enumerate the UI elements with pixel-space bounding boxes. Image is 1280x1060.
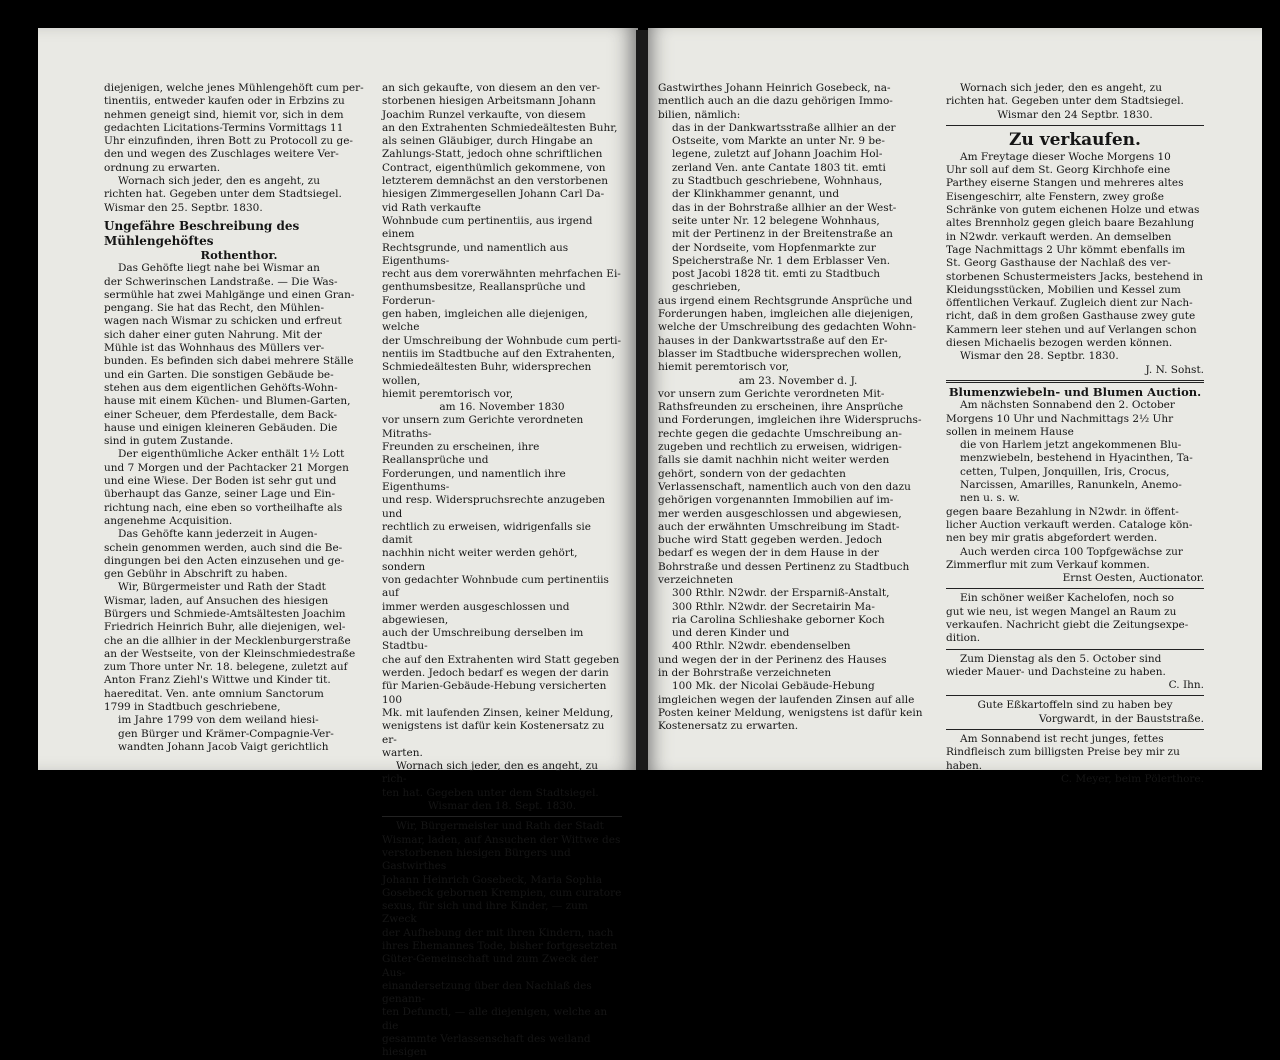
text-line: die von Harlem jetzt angekommenen Blu- [960,439,1182,452]
text-line: an den Extrahenten Schmiedeältesten Buhr, [382,121,618,134]
text-line: wieder Mauer- und Dachsteine zu haben. [946,665,1166,678]
text-line: Zahlungs-Statt, jedoch ohne schriftlichen [382,148,603,161]
text-line: angenehme Acquisition. [104,514,233,527]
text-line: rechte gegen die gedachte Umschreibung an- [658,427,902,440]
text-line: aus irgend einem Rechtsgrunde Ansprüche und [658,294,913,307]
text-line: vor unsern zum Gerichte verordneten Mitraths- [382,414,584,440]
text-line: che auf den Extrahenten wird Statt gegeben [382,653,620,666]
text-line: Eisengeschirr, alte Fenstern, zwey große [946,190,1164,203]
text-line: ihres Ehemannes Tode, bisher fortgesetzten [382,940,618,952]
text-line: Kammern leer stehen und auf Verlangen schon [946,323,1197,336]
text-line: C. Meyer, beim Pölerthore. [1060,772,1204,785]
text-line: Der eigenthümliche Acker enthält 1½ Lott [118,448,345,461]
text-line: Am Freytage dieser Woche Morgens 10 [960,150,1171,163]
text-line: öffentlichen Verkauf. Zugleich dient zur Nach- [946,297,1193,310]
text-line: gen haben, imgleichen alle diejenigen, welche [382,308,588,334]
text-line: diejenigen, welche jenes Mühlengehöft cum per- [104,82,364,94]
text-line: pengang. Sie hat das Recht, den Mühlen- [104,302,325,315]
text-line: sexus, für sich und ihre Kinder, — zum Zweck [382,900,588,926]
right-page [648,28,1262,785]
text-line: Das Gehöfte liegt nahe bei Wismar an [118,262,320,275]
text-line: Speicherstraße Nr. 1 dem Erblasser Ven. [672,254,891,267]
text-line: einandersetzung über den Nachlaß des genann- [382,979,592,1006]
text-line: St. Georg Gasthause der Nachlaß des ver- [946,257,1171,270]
text-line: Ostseite, vom Markte an unter Nr. 9 be- [672,135,885,148]
text-line: legene, zuletzt auf Johann Joachim Hol- [672,148,883,161]
text-line: am 16. November 1830 [439,401,565,414]
text-line: Wismar den 24 Septbr. 1830. [997,108,1153,121]
text-line: Schränke von gutem eichenen Holze und etwas [946,204,1200,217]
text-line: buche wird Statt gegeben werden. Jedoch [658,534,883,547]
text-line: cetten, Tulpen, Jonquillen, Iris, Crocus, [960,465,1170,478]
text-line: welche der Umschreibung des gedachten Wohn- [658,321,917,334]
text-line: das in der Dankwartsstraße allhier an der [672,121,896,134]
text-line: dition. [946,632,981,645]
text-line: post Jacobi 1828 tit. emti zu Stadtbuch [672,268,881,281]
text-line: 1799 in Stadtbuch geschriebene, [104,701,281,714]
text-line: bunden. Es befinden sich dabei mehrere Ställe [104,355,354,368]
text-line: vid Rath verkaufte [382,201,481,214]
text-line: und Forderungen, imgleichen ihre Widerspruchs- [658,414,922,427]
text-line: nen bey mir gratis abgefordert werden. [946,532,1158,545]
text-line: als seinen Gläubiger, durch Hingabe an [382,135,593,148]
text-line: Forderungen, und namentlich ihre Eigenthums- [382,467,566,493]
text-line: Contract, eigenthümlich gekommene, von [382,161,606,174]
text-line: blasser im Stadtbuche widersprechen wollen, [658,347,902,360]
text-line: mit der Pertinenz in der Breitenstraße an [672,228,893,241]
text-line: licher Auction verkauft werden. Cataloge kön- [946,518,1193,531]
text-line: gegen baare Bezahlung in N2wdr. in öffent- [946,505,1179,518]
text-line: Wornach sich jeder, den es angeht, zu rich- [382,760,598,786]
text-line: der Umschreibung der Wohnbude cum perti- [382,334,622,347]
text-line: Bohrstraße und dessen Pertinenz zu Stadtbuch [658,560,910,573]
text-line: gehörigen vorgenannten Immobilien auf im- [658,494,894,507]
text-line: sermühle hat zwei Mahlgänge und einen Gran- [104,288,355,301]
text-line: Forderungen haben, imgleichen alle diejenigen, [658,308,914,321]
separator-rule [946,729,1204,730]
text-line: und 7 Morgen und der Pachtacker 21 Morgen [104,461,349,474]
text-line: 100 Mk. der Nicolai Gebäude-Hebung [672,680,875,693]
text-line: zu Stadtbuch geschriebene, Wohnhaus, [672,175,883,188]
text-line: haereditat. Ven. ante omnium Sanctorum [104,687,324,700]
text-line: Mühle ist das Wohnhaus des Müllers ver- [104,342,325,355]
text-line: Morgens 10 Uhr und Nachmittags 2½ Uhr [946,412,1174,425]
text-line: wandten Johann Jacob Vaigt gerichtlich [118,740,329,753]
text-line: Gastwirthes Johann Heinrich Gosebeck, na- [658,82,891,94]
text-line: Posten keiner Meldung, wenigstens ist dafür kein [658,706,923,719]
text-line: menzwiebeln, bestehend in Hyacinthen, Ta- [960,452,1193,465]
text-line: überhaupt das Ganze, seiner Lage und Ein- [104,488,336,501]
text-line: der Klinkhammer genannt, und [672,188,840,201]
text-line: altes Brennholz gegen gleich baare Bezahlung [946,217,1195,230]
text-line: verstorbenen hiesigen Bürgers und Gastwirthes [382,846,571,873]
text-line: geschrieben, [672,281,741,294]
text-line: verzeichneten [658,573,734,586]
text-line: gesammte Verlassenschaft des weiland hiesigen [382,1033,591,1059]
text-line: sich daher einer guten Nahrung. Mit der [104,328,322,341]
text-line: schein genommen werden, auch sind die Be- [104,541,343,554]
text-line: Bürgers und Schmiede-Amtsältesten Joachim [104,607,346,620]
right-page-column-2 [946,82,1204,786]
text-line: Wismar den 28. Septbr. 1830. [960,350,1119,363]
text-line: Friedrich Heinrich Buhr, alle diejenigen, wel- [104,621,346,634]
text-line: Zum Dienstag als den 5. October sind [960,652,1162,665]
text-line: verkaufen. Nachricht giebt die Zeitungsexpe- [946,618,1189,631]
text-line: Uhr einzufinden, ihren Bott zu Protocoll zu ge- [104,135,353,148]
text-line: gen Bürger und Krämer-Compagnie-Ver- [118,727,334,740]
text-line: der Schwerinschen Landstraße. — Die Was- [104,275,338,288]
text-line: Wornach sich jeder, den es angeht, zu [960,82,1162,94]
text-line: seite unter Nr. 12 belegene Wohnhaus, [672,214,880,227]
text-line: warten. [382,746,423,759]
text-line: gut wie neu, ist wegen Mangel an Raum zu [946,605,1177,618]
text-line: Joachim Runzel verkaufte, von diesem [382,108,586,121]
text-line: mer werden ausgeschlossen und abgewiesen, [658,507,902,520]
text-line: bilien, nämlich: [658,108,741,121]
text-line: stehen aus dem eigentlichen Gehöfts-Wohn- [104,381,338,394]
text-line: zugeben und rechtlich zu erweisen, widrigen- [658,441,902,454]
text-line: Zu verkaufen. [1009,129,1141,150]
text-line: an sich gekaufte, von diesem an den ver- [382,82,601,94]
text-line: der Nordseite, vom Hopfenmarkte zur [672,241,876,254]
text-line: 300 Rthlr. N2wdr. der Secretairin Ma- [672,600,875,613]
text-line: den und wegen des Zuschlages weitere Ver- [104,148,339,161]
text-line: Wir, Bürgermeister und Rath der Stadt [118,581,326,594]
text-line: storbenen hiesigen Arbeitsmann Johann [382,95,596,108]
text-line: und ein Garten. Die sonstigen Gebäude be- [104,368,334,381]
text-line: an der Westseite, von der Kleinschmiedestraße [104,647,356,660]
text-line: hauses in der Dankwartsstraße auf den Er- [658,334,888,347]
text-line: Wismar, laden, auf Ansuchen der Wittwe des [382,833,621,846]
text-line: nen u. s. w. [960,492,1020,505]
left-page-column-2 [382,82,622,1060]
text-line: Rothenthor. [200,247,278,262]
text-line: Auch werden circa 100 Topfgewächse zur [960,545,1183,558]
text-line: ten hat. Gegeben unter dem Stadtsiegel. [382,786,599,799]
text-line: mentlich auch an die dazu gehörigen Immo- [658,95,893,108]
text-line: dingungen bei den Acten einzusehen und ge- [104,554,345,567]
separator-rule [946,649,1204,650]
text-line: von gedachter Wohnbude cum pertinentiis auf [382,573,609,600]
text-line: gen Gebühr in Abschrift zu haben. [104,568,288,581]
text-line: Ein schöner weißer Kachelofen, noch so [960,592,1174,605]
text-line: Rindfleisch zum billigsten Preise bey mir zu haben. [946,746,1180,772]
text-line: falls sie damit nachhin nicht weiter werden [658,454,890,467]
text-line: Parthey eiserne Stangen und mehreres altes [946,177,1184,190]
text-line: Wismar den 18. Sept. 1830. [427,800,577,813]
text-line: zum Thore unter Nr. 18. belegene, zuletzt auf [104,661,348,674]
text-line: Kostenersatz zu erwarten. [658,720,799,733]
text-line: richtung nach, eine eben so vortheilhafte als [104,501,343,514]
text-line: Gute Eßkartoffeln sind zu haben bey [977,699,1173,712]
separator-rule [382,816,622,817]
text-line: und eine Wiese. Der Boden ist sehr gut und [104,475,337,488]
text-line: gedachten Licitations-Termins Vormittags 11 [104,121,344,134]
text-line: Anton Franz Ziehl's Wittwe und Kinder tit. [104,674,331,687]
text-line: richt, daß in dem großen Gasthause zwey gute [946,310,1196,323]
text-line: Kleidungsstücken, Mobilien und Kessel zum [946,283,1181,296]
text-line: tinentiis, entweder kaufen oder in Erbzins zu [104,95,345,108]
text-line: Verlassenschaft, namentlich auch von den dazu [658,480,911,493]
text-line: sind in gutem Zustande. [104,435,234,448]
text-line: ria Carolina Schlieshake geborner Koch [672,613,885,626]
text-line: nehmen geneigt sind, hiemit vor, sich in dem [104,108,344,121]
text-line: Wornach sich jeder, den es angeht, zu [118,175,320,188]
text-line: letzterem demnächst an den verstorbenen [382,175,608,188]
text-line: Ungefähre Beschreibung des Mühlengehöftes [104,218,300,248]
text-line: immer werden ausgeschlossen und abgewiesen, [382,600,570,626]
text-line: auch der Umschreibung derselben im Stadtbu- [382,627,584,653]
text-line: rechtlich zu erweisen, widrigenfalls sie damit [382,520,591,547]
text-line: Uhr soll auf dem St. Georg Kirchhofe eine [946,164,1171,177]
text-line: Mk. mit laufenden Zinsen, keiner Meldung, [382,706,614,719]
text-line: Blumenzwiebeln- und Blumen Auction. [948,384,1202,399]
text-line: 400 Rthlr. N2wdr. ebendenselben [672,640,851,653]
text-line: 300 Rthlr. N2wdr. der Ersparniß-Anstalt, [672,587,890,600]
text-line: bedarf es wegen der in dem Hause in der [658,547,879,560]
text-line: in N2wdr. verkauft werden. An demselben [946,230,1172,243]
text-line: Schmiedeältesten Buhr, widersprechen wollen, [382,361,592,387]
text-line: vor unsern zum Gerichte verordneten Mit- [658,387,885,400]
text-line: Das Gehöfte kann jederzeit in Augen- [118,528,318,541]
text-line: imgleichen wegen der laufenden Zinsen auf alle [658,693,915,706]
text-line: Güter-Gemeinschaft und zum Zweck der Aus- [382,953,598,979]
separator-rule [946,380,1204,383]
left-page [38,28,638,1059]
separator-rule [946,125,1204,126]
text-line: diesen Michaelis bezogen werden können. [946,337,1173,350]
text-line: Johann Heinrich Gosebeck, Maria Sophia [382,873,603,886]
text-line: werden. Jedoch bedarf es wegen der darin [382,667,609,680]
text-line: Narcissen, Amarilles, Ranunkeln, Anemo- [960,479,1182,492]
text-line: der Aufhebung der mit ihren Kindern, nach [382,926,614,939]
text-line: einer Scheuer, dem Pferdestalle, dem Back- [104,408,338,421]
text-line: Zimmerflur mit zum Verkauf kommen. [946,558,1150,571]
text-line: Wismar den 25. Septbr. 1830. [104,201,263,214]
text-line: Wohnbude cum pertinentiis, aus irgend einem [382,214,593,241]
text-line: Rechtsgrunde, und namentlich aus Eigenthums- [382,241,569,267]
text-line: sollen in meinem Hause [946,425,1074,438]
text-line: recht aus dem vorerwähnten mehrfachen Ei- [382,268,621,281]
separator-rule [946,695,1204,696]
text-line: Ernst Oesten, Auctionator. [1062,572,1204,585]
text-line: richten hat. Gegeben unter dem Stadtsiegel. [946,95,1184,108]
text-line: C. Ihn. [1168,679,1204,692]
text-line: Vorgwardt, in der Bauststraße. [1038,712,1204,725]
text-line: hiesigen Zimmergesellen Johann Carl Da- [382,188,605,201]
text-line: richten hat. Gegeben unter dem Stadtsiegel. [104,188,342,201]
right-page-column-1 [658,82,938,734]
left-page-column-1 [104,82,374,754]
text-line: Am nächsten Sonnabend den 2. October [960,399,1175,412]
text-line: wenigstens ist dafür kein Kostenersatz zu er- [382,720,605,746]
text-line: zerland Ven. ante Cantate 1803 tit. emti [672,161,886,174]
text-line: und resp. Widerspruchsrechte anzugeben und [382,494,606,520]
text-line: das in der Bohrstraße allhier an der West- [672,201,897,214]
text-line: gehört, sondern von der gedachten [658,467,846,480]
text-line: wagen nach Wismar zu schicken und erfreut [104,315,342,328]
text-line: Am Sonnabend ist recht junges, fettes [960,733,1164,746]
text-line: Rathsfreunden zu erscheinen, ihre Ansprüche [658,401,904,414]
text-line: ten Defuncti, — alle diejenigen, welche an die [382,1006,608,1032]
text-line: für Marien-Gebäude-Hebung versicherten 100 [382,680,607,706]
text-line: auch der erwähnten Umschreibung im Stadt- [658,520,900,533]
text-line: und wegen der in der Perinenz des Hauses [658,653,887,666]
text-line: in der Bohrstraße verzeichneten [658,667,832,680]
text-line: im Jahre 1799 von dem weiland hiesi- [118,714,319,727]
text-line: che an die allhier in der Mecklenburgerstraße [104,634,351,647]
text-line: und deren Kinder und [672,627,790,640]
text-line: Gosebeck gebornen Krempien, cum curatore [382,886,622,899]
separator-rule [946,588,1204,589]
text-line: hause und einigen kleineren Gebäuden. Die [104,421,338,434]
text-line: J. N. Sohst. [1145,363,1204,376]
text-line: Freunden zu erscheinen, ihre Reallansprüche und [382,441,540,467]
text-line: am 23. November d. J. [738,374,858,387]
text-line: storbenen Schustermeisters Jacks, bestehend in [946,270,1203,283]
text-line: hiemit peremtorisch vor, [382,387,514,400]
text-line: nachhin nicht weiter werden gehört, sondern [382,547,578,573]
text-line: nentiis im Stadtbuche auf den Extrahenten, [382,347,615,360]
text-line: Wismar, laden, auf Ansuchen des hiesigen [104,594,329,607]
text-line: genthumsbesitze, Reallansprüche und Forderun- [382,281,586,307]
text-line: ordnung zu erwarten. [104,161,221,174]
text-line: hiemit peremtorisch vor, [658,361,790,374]
text-line: Wir, Bürgermeister und Rath der Stadt [396,820,604,833]
text-line: Tage Nachmittags 2 Uhr kömmt ebenfalls im [946,243,1186,256]
text-line: hause mit einem Küchen- und Blumen-Garten, [104,395,351,408]
